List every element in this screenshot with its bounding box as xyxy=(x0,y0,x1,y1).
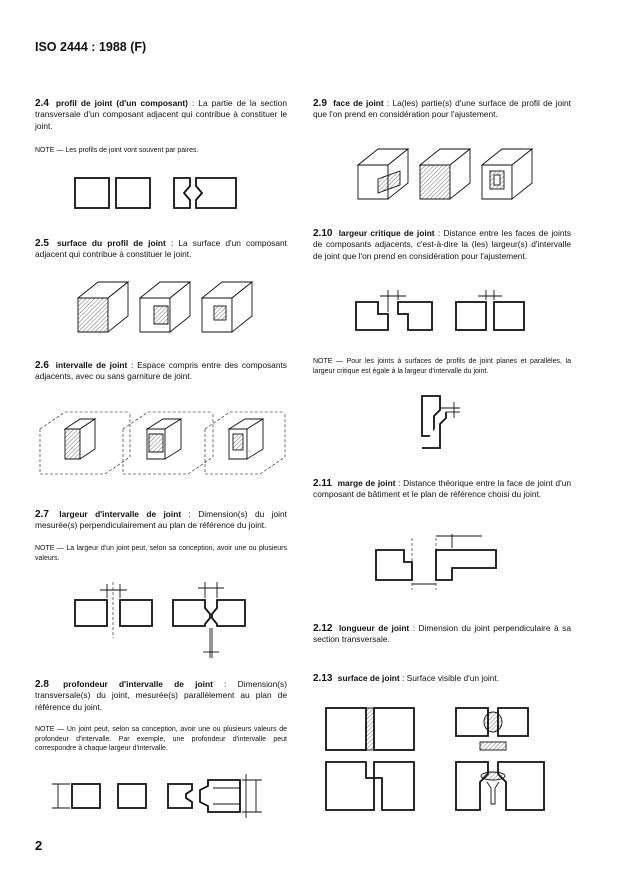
figure-joint-surfaces xyxy=(322,700,567,820)
figure-joint-gaps xyxy=(35,404,290,484)
entry-2-8 xyxy=(35,679,287,713)
figure-critical-width xyxy=(352,286,552,336)
entry-text: : La(les) partie(s) d'une surface de profil de joint que l'on prend en considération pour l'ajustement. xyxy=(313,98,571,120)
figure-planar-joint xyxy=(410,390,480,454)
note-2-4: NOTE — Les profils de joint vont souvent par paires. xyxy=(35,147,199,154)
entry-2-9 xyxy=(313,98,571,121)
entry-number: 2.7 xyxy=(35,509,49,520)
note-2-10: NOTE — Pour les joints à surfaces de profils de joint planes et parallèles, la largeur critique est égale à la largeur d'intervalle du joint. xyxy=(313,358,571,375)
entry-2-6 xyxy=(35,360,287,383)
figure-gap-width xyxy=(70,578,250,664)
entry-term: profondeur d'intervalle de joint xyxy=(63,679,213,689)
entry-2-12 xyxy=(313,623,571,646)
entry-text: : Dimension(s) transversale(s) du joint, mesurée(s) parallèlement au plan de référence du joint. xyxy=(35,679,288,712)
entry-2-13 xyxy=(313,673,571,684)
figure-joint-margin xyxy=(372,528,532,594)
entry-number: 2.8 xyxy=(35,679,49,690)
entry-text: : Distance théorique entre la face de joint d'un composant de bâtiment et le plan de référence choisi du joint. xyxy=(313,478,572,500)
entry-text: : La surface d'un composant adjacent qui contribue à constituer le joint. xyxy=(35,238,288,260)
entry-number: 2.10 xyxy=(313,228,333,239)
page-number: 2 xyxy=(35,838,43,853)
document-header: ISO 2444 : 1988 (F) xyxy=(35,40,147,54)
entry-text: : La partie de la section transversale d'un composant adjacent qui contribue à constituer le joint. xyxy=(35,98,287,131)
entry-term: surface de joint xyxy=(337,673,400,683)
figure-joint-faces xyxy=(350,143,550,209)
entry-text: : Espace compris entre des composants adjacents, avec ou sans garniture de joint. xyxy=(35,360,287,382)
entry-2-4 xyxy=(35,98,287,132)
entry-number: 2.13 xyxy=(313,673,333,684)
entry-term: marge de joint xyxy=(337,478,396,488)
entry-term: largeur critique de joint xyxy=(338,228,435,238)
entry-term: intervalle de joint xyxy=(55,360,128,370)
figure-joint-profiles xyxy=(70,172,250,212)
entry-text: : Surface visible d'un joint. xyxy=(399,673,500,683)
entry-text: : Distance entre les faces de joints de composants adjacents, c'est-à-dire la (les) largeur(s) d'intervalle de joint que l'on prend en considération pour l'ajustement. xyxy=(313,228,572,261)
note-2-8: NOTE — Un joint peut, selon sa conception, avoir une ou plusieurs valeurs de profondeur d'intervalle. Par exemple, une profondeur d'intervalle peut correspondre à chaque largeur d'intervalle. xyxy=(35,726,287,753)
entry-2-10 xyxy=(313,228,571,262)
entry-2-5 xyxy=(35,238,287,261)
figure-gap-depth xyxy=(50,770,275,820)
figure-profile-surfaces xyxy=(70,276,270,342)
entry-number: 2.5 xyxy=(35,238,49,249)
entry-number: 2.6 xyxy=(35,360,49,371)
entry-term: largeur d'intervalle de joint xyxy=(59,509,182,519)
entry-term: face de joint xyxy=(333,98,384,108)
entry-term: profil de joint (d'un composant) xyxy=(55,98,188,108)
note-2-7: NOTE — La largeur d'un joint peut, selon sa conception, avoir une ou plusieurs valeurs. xyxy=(35,545,287,562)
entry-number: 2.12 xyxy=(313,623,333,634)
entry-term: surface du profil de joint xyxy=(57,238,166,248)
entry-number: 2.11 xyxy=(313,478,332,489)
entry-number: 2.9 xyxy=(313,98,327,109)
entry-text: : Dimension du joint perpendiculaire à sa section transversale. xyxy=(313,623,571,645)
entry-2-11 xyxy=(313,478,571,501)
entry-number: 2.4 xyxy=(35,98,49,109)
entry-term: longueur de joint xyxy=(338,623,410,633)
entry-text: : Dimension(s) du joint mesurée(s) perpendiculairement au plan de référence du joint. xyxy=(35,509,287,531)
entry-2-7 xyxy=(35,509,287,532)
